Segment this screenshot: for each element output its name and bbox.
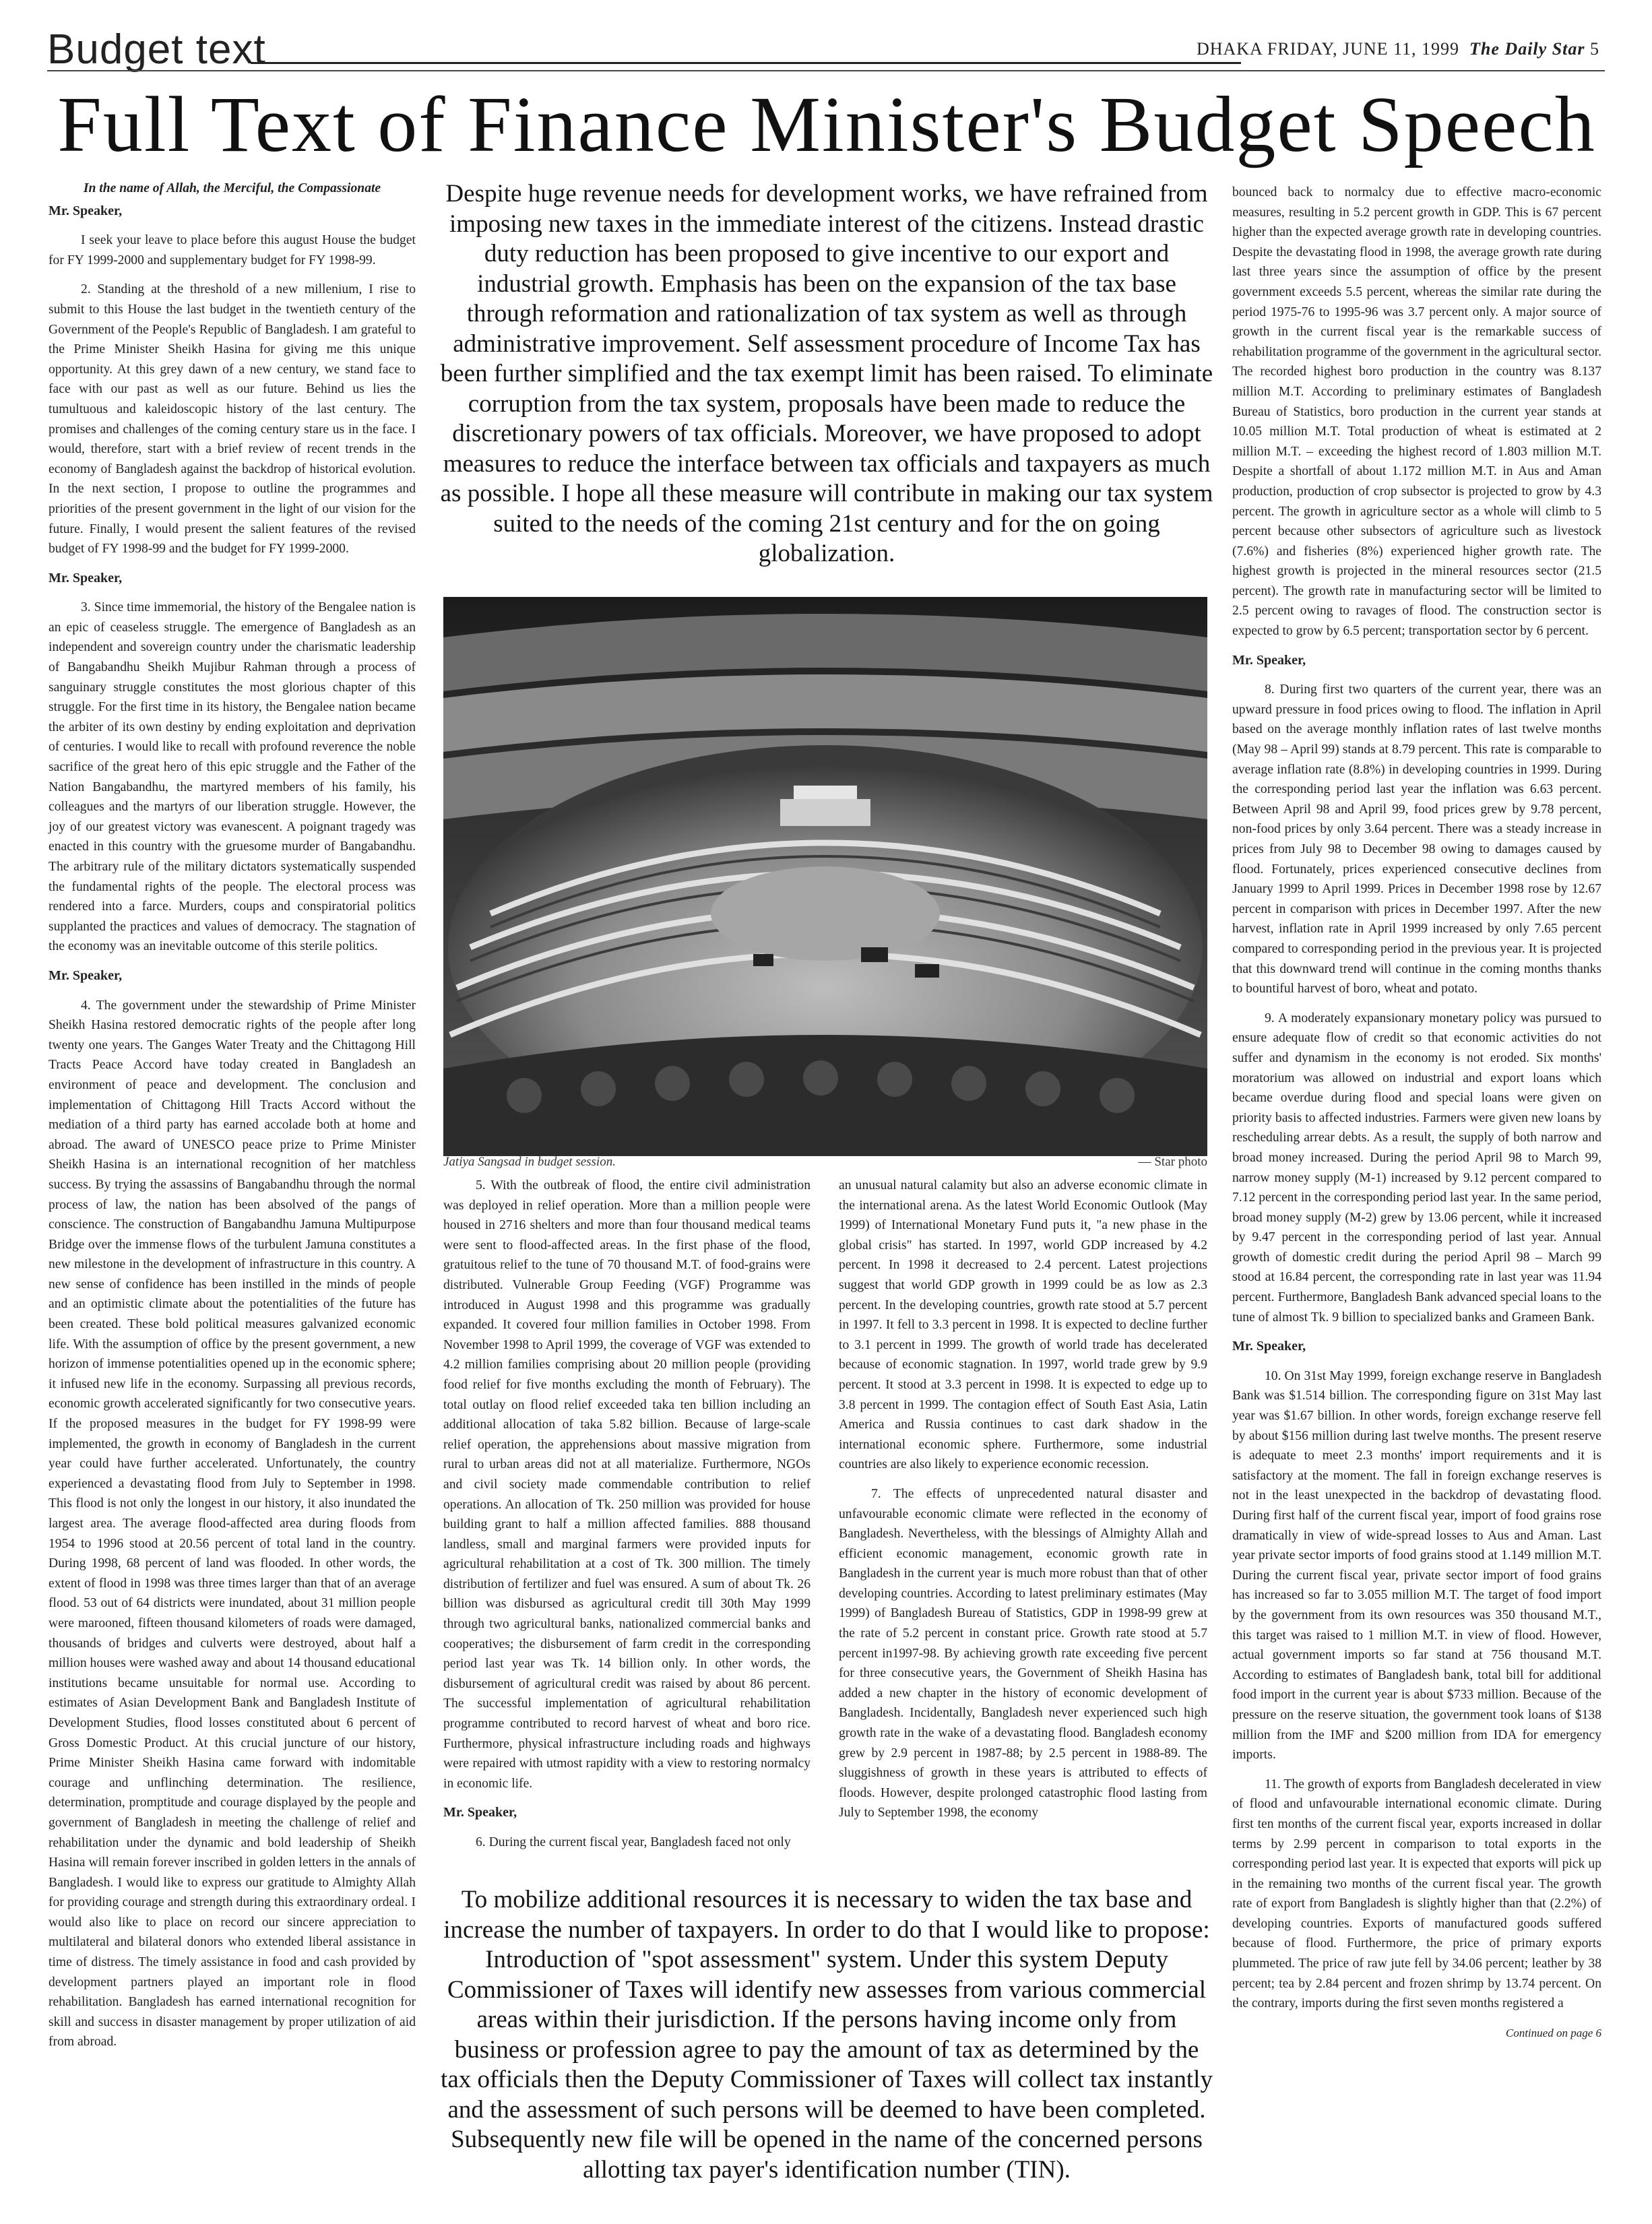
- section-rule: [251, 62, 1241, 64]
- dateline-text: DHAKA FRIDAY, JUNE 11, 1999: [1196, 39, 1460, 59]
- pull-quote-bottom: To mobilize additional resources it is necessary to widen the tax base and increase the number of taxpayers. In order to do that I would like to propose: Introduction of "spot assessment" system. Under this system Deputy Commissioner of Taxes will identify new assesses from various commercial areas within their jurisdiction. If the persons having income only from business or profession agree to pay the amount of tax as determined by the tax officials then the Deputy Commissioner of Taxes will collect tax instantly and the assessment of such persons will be deemed to have been completed. Subsequently new file will be opened in the name of the concerned persons allotting tax payer's identification number (TIN).: [441, 1886, 1213, 2184]
- speaker-heading: Mr. Speaker,: [1232, 652, 1306, 668]
- paragraph: 10. On 31st May 1999, foreign exchange reserve in Bangladesh Bank was $1.514 billion. The corresponding figure on 31st May last year was $1.67 billion. In other words, foreign exchange reserve fell by about $156 million during last twelve months. The present reserve is adequate to meet 2.3 months' import requirements and it is satisfactory at the moment. The fall in foreign exchange reserves is not in the least unexpected in the backdrop of devastating flood. During first half of the current fiscal year, import of food grains rose dramatically in view of wide-spread losses to Aus and Aman. Last year private sector imports of food grains stood at 1.149 million M.T. During the current fiscal year, private sector import of food grains has increased so far to 3.055 million M.T. The target of food import by the government from its own resources was 350 thousand M.T., this target was raised to 1 million M.T. in view of flood. However, actual government imports so far stand at 756 thousand M.T. According to estimates of Bangladesh bank, total bill for additional food import in the current year is about $733 million. Because of the pressure on the reserve situation, the government took loans of $138 million from the IMF and $200 million from IDA for emergency imports.: [1232, 1368, 1601, 1762]
- paragraph: 3. Since time immemorial, the history of the Bengalee nation is an epic of ceaseless struggle. The emergence of Bangladesh as an independent and sovereign country under the charismatic leadership of Bangabandhu Sheikh Mujibur Rahman through a process of sanguinary struggle constitutes the most glorious chapter of this struggle. For the first time in its history, the Bengalee nation became the arbiter of its own destiny by ending exploitation and deprivation of centuries. I would like to recall with profound reverence the noble sacrifice of the great hero of this epic struggle and the Father of the Nation Bangabandhu, the martyred members of his family, his colleagues and the martyrs of our liberation struggle. However, the joy of our greatest victory was evanescent. A poignant tragedy was enacted in this country with the gruesome murder of Bangabandhu. The arbitrary rule of the military dictators systematically suspended the fundamental rights of the people. The electoral process was rendered into a farce. Murders, coups and conspiratorial politics supplanted the practices and values of democracy. The stagnation of the economy was an inevitable outcome of this sterile politics.: [49, 600, 416, 954]
- paragraph: 8. During first two quarters of the current year, there was an upward pressure in food prices owing to flood. The inflation in April based on the average monthly inflation rates of last twelve months (May 98 – April 99) stands at 8.79 percent. This rate is comparable to average inflation rate (8.8%) in developing countries in 1999. During the corresponding period last year the inflation was 6.63 percent. Between April 98 and April 99, food prices grew by 9.78 percent, non-food prices by only 3.64 percent. There was a steady increase in prices from July 98 to December 98 owing to damages caused by flood. Fortunately, prices experienced consecutive declines from January 1999 to April 1999. Prices in December 1998 rose by 12.67 percent in comparison with prices in December 1997. After the new harvest, inflation rate in April 1999 increased by only 7.65 percent compared to corresponding period in the previous year. It is projected that this downward trend will continue in the coming months thanks to bountiful harvest of boro, wheat and potato.: [1232, 682, 1601, 996]
- headline: Full Text of Finance Minister's Budget Speech: [57, 80, 1596, 168]
- middle-left-column: [443, 1176, 811, 1862]
- paragraph: an unusual natural calamity but also an adverse economic climate in the international arena. As the latest World Economic Outlook (May 1999) of International Monetary Fund puts it, "a new phase in the global crisis" has started. In 1997, world GDP increased by 4.2 percent. In 1998 it decreased to 2.4 percent. Latest projections suggest that world GDP growth in 1999 could be as low as 2.3 percent. In the developing countries, growth rate stood at 5.7 percent in 1997. It fell to 3.3 percent in 1998. It is expected to decline further to 3.1 percent in 1999. The growth of world trade has decelerated because of economic stagnation. In 1997, world trade grew by 9.9 percent. It stood at 3.3 percent in 1998. It is expected to edge up to 3.8 percent in 1999. The contagion effect of South East Asia, Latin America and Russia continues to cast dark shadow in the international economic sphere. Furthermore, some industrial countries are also likely to experience economic recession.: [839, 1178, 1207, 1472]
- caption-text: Jatiya Sangsad in budget session.: [443, 1155, 616, 1169]
- paragraph: I seek your leave to place before this august House the budget for FY 1999-2000 and supplementary budget for FY 1998-99.: [49, 233, 416, 267]
- paragraph: 4. The government under the stewardship of Prime Minister Sheikh Hasina restored democratic rights of the people after long twenty one years. The Ganges Water Treaty and the Chittagong Hill Tracts Peace Accord have today created in Bangladesh an environment of peace and development. The conclusion and implementation of Chittagong Hill Tracts Accord without the mediation of a third party has earned accolade both at home and abroad. The award of UNESCO peace prize to Prime Minister Sheikh Hasina is an international recognition of her matchless success. By trying the assassins of Bangabandhu through the normal process of law, the nation has been absolved of the pangs of conscience. The construction of Bangabandhu Jamuna Multipurpose Bridge over the immense flows of the turbulent Jamuna constitutes a new milestone in the development of infrastructure in this country. A new sense of confidence has been instilled in the minds of people and an optimistic climate about the potentialities of the future has been created. These bold political measures galvanized economic life. With the assumption of office by the present government, a new horizon of immense potentialities opened up in the economic sphere; it infused new life in the economy. Surpassing all previous records, economic growth accelerated significantly for two consecutive years. If the proposed measures in the budget for FY 1998-99 were implemented, the growth in economy of Bangladesh in the current year could have further accelerated. Unfortunately, the country experienced a devastating flood from July to September in 1998. This flood is not only the longest in our history, it also inundated the largest area. The average flood-affected area during floods from 1954 to 1996 stood at 20.56 percent of total land in the country. During 1998, 68 percent of land was flooded. In other words, the extent of flood in 1998 was three times larger than that of an average flood. 53 out of 64 districts were inundated, about 31 million people were marooned, fifteen thousand kilometers of roads were damaged, thousands of bridges and culverts were destroyed, about half a million houses were washed away and about 14 thousand educational institutions became unsuitable for normal use. According to estimates of Asian Development Bank and Bangladesh Institute of Development Studies, flood losses constituted about 6 percent of Gross Domestic Product. At this crucial juncture of our history, Prime Minister Sheikh Hasina came forward with indomitable courage and unflinching determination. The resilience, determination, promptitude and courage displayed by the people and government of Bangladesh in meeting the challenge of relief and rehabilitation under the dynamic and bold leadership of Sheikh Hasina will remain forever inscribed in golden letters in the annals of Bangladesh. I would like to express our gratitude to Almighty Allah for providing courage and strength during this extraordinary ordeal. I would also like to place on record our sincere appreciation to multilateral and bilateral donors who extended liberal assistance in time of distress. The timely assistance in food and cash provided by development partners played an important role in flood rehabilitation. Bangladesh has earned international recognition for skill and success in disaster management by proper utilization of aid from abroad.: [49, 998, 416, 2050]
- speaker-heading: Mr. Speaker,: [49, 570, 123, 585]
- dateline: [1197, 39, 1599, 59]
- top-rule: [47, 70, 1605, 71]
- paragraph: bounced back to normalcy due to effective macro-economic measures, resulting in 5.2 percent growth in GDP. This is 67 percent higher than the expected average growth rate in developing countries. Despite the devastating flood in 1998, the average growth rate during last three years since the assumption of office by the present government exceeds 5.5 percent, whereas the similar rate during the period 1975-76 to 1995-96 was 3.7 percent only. A major source of growth in the current fiscal year is the remarkable success of rehabilitation programme of the government in the agricultural sector. The recorded highest boro production in the country was 8.137 million M.T. According to preliminary estimates of Bangladesh Bureau of Statistics, boro production in the current year stands at 10.05 million M.T. Total production of wheat is estimated at 2 million M.T. – exceeding the highest record of 1.803 million M.T. Despite a shortfall of about 1.172 million M.T. in Aus and Aman production, production of crop subsector is projected to grow by 4.3 percent. The growth in agriculture sector as a whole will climb to 5 percent because other subsectors of agriculture such as livestock (7.6%) and fisheries (8%) experienced higher growth rate. The highest growth is projected in the mineral resources sector (21.5 percent). The growth rate in manufacturing sector will be limited to 2.5 percent owing to ravages of flood. The construction sector is expected to grow by 6.5 percent; transportation sector by 6 percent.: [1232, 185, 1601, 639]
- paragraph: 5. With the outbreak of flood, the entire civil administration was deployed in relief operation. More than a million people were housed in 2716 shelters and more than four thousand medical teams were sent to flood-affected areas. In the first phase of the flood, gratuitous relief to the tune of 70 thousand M.T. of food-grains were distributed. Vulnerable Group Feeding (VGF) Programme was introduced in August 1998 and this programme was gradually expanded. It covered four million families in October 1998. From November 1998 to April 1999, the coverage of VGF was extended to 4.2 million families comprising about 20 million people (providing food relief for five months excluding the month of February). The total outlay on flood relief exceeded taka ten billion including an additional allocation of taka 5.82 billion. Because of large-scale relief operation, the apprehensions about massive migration from rural to urban areas did not at all materialize. Furthermore, NGOs and civil society made commendable contribution to relief operations. An allocation of Tk. 250 million was provided for house building grant to half a million affected families. 888 thousand landless, small and marginal farmers were provided inputs for agricultural rehabilitation at a cost of Tk. 300 million. The timely distribution of fertilizer and fuel was ensured. A sum of about Tk. 26 billion was disbursed as agricultural credit till 30th May 1999 through two agricultural banks, nationalized commercial banks and cooperatives; the disbursement of farm credit in the corresponding period last year was Tk. 14 billion only. In other words, the disbursement of agricultural credit was raised by about 86 percent. The successful implementation of agricultural rehabilitation programme contributed to record harvest of wheat and boro rice. Furthermore, physical infrastructure including roads and highways were repaired with utmost rapidity with a view to restoring normalcy in economic life.: [443, 1178, 811, 1791]
- pull-quote-top: Despite huge revenue needs for development works, we have refrained from imposing new taxes in the immediate interest of the citizens. Instead drastic duty reduction has been proposed to give incentive to our export and industrial growth. Emphasis has been on the expansion of the tax base through reformation and rationalization of tax system as well as through administrative improvement. Self assessment procedure of Income Tax has been further simplified and the tax exempt limit has been raised. To eliminate corruption from the tax system, proposals have been made to reduce the discretionary powers of tax officials. Moreover, we have proposed to adopt measures to reduce the interface between tax officials and taxpayers as much as possible. I hope all these measure will contribute in making our tax system suited to the needs of the coming 21st century and for the on going globalization.: [440, 180, 1213, 567]
- invocation: In the name of Allah, the Merciful, the Compassionate: [83, 181, 381, 195]
- speaker-heading: Mr. Speaker,: [1232, 1339, 1306, 1354]
- paper-name: The Daily Star: [1469, 39, 1585, 59]
- paragraph: 9. A moderately expansionary monetary policy was pursued to ensure adequate flow of credit so that economic activities do not suffer and dynamism in the economy is not eroded. Six months' moratorium was allowed on industrial and export loans which became overdue during flood and special loans were given on priority basis to affected industries. Farmers were given new loans by rescheduling arrear debts. As a result, the supply of both narrow and broad money increased. During the period April 98 to March 99, narrow money supply (M-1) increased by 9.12 percent compared to 7.12 percent in the corresponding period last year. In the same period, broad money supply (M-2) grew by 13.06 percent, while it increased by 9.47 percent in the corresponding period of last year. Annual growth of domestic credit during the period April 98 – March 99 stood at 16.84 percent, the corresponding rate in last year was 11.94 percent. Furthermore, Bangladesh Bank advanced special loans to the tune of almost Tk. 9 billion to specialized banks and Grameen Bank.: [1232, 1011, 1601, 1325]
- speaker-heading: Mr. Speaker,: [49, 967, 123, 983]
- photo-credit: — Star photo: [1138, 1155, 1207, 1169]
- paragraph: 6. During the current fiscal year, Bangladesh faced not only: [476, 1835, 791, 1849]
- section-label: Budget text: [47, 26, 266, 73]
- paragraph: 11. The growth of exports from Bangladesh decelerated in view of flood and unfavourable international economic climate. During first ten months of the current fiscal year, exports increased in dollar terms by 2.99 percent in comparison to total exports in the corresponding period last year. It is expected that exports will pick up in the remaining two months of the current fiscal year. The growth rate of export from Bangladesh is slightly higher than that (2.2%) of developing countries. Exports of manufactured goods suffered because of flood. Furthermore, the price of primary exports plummeted. The price of raw jute fell by 34.06 percent; leather by 38 percent; tea by 2.84 percent and frozen shrimp by 13.74 percent. On the contrary, imports during the first seven months registered a: [1232, 1777, 1601, 2011]
- right-column: [1232, 183, 1601, 2043]
- parliament-photo: [443, 597, 1207, 1156]
- speaker-heading: Mr. Speaker,: [49, 203, 123, 218]
- paragraph: 2. Standing at the threshold of a new millenium, I rise to submit to this House the last budget in the twentieth century of the Government of the People's Republic of Bangladesh. I am grateful to the Prime Minister Sheikh Hasina for giving me this unique opportunity. At this grey dawn of a new century, we stand face to face with our past as well as our future. Behind us lies the tumultuous and kaleidoscopic history of the last century. The promises and challenges of the coming century stare us in the face. I would, therefore, start with a brief review of recent trends in the economy of Bangladesh against the backdrop of historical evolution. In the next section, I propose to outline the programmes and priorities of the present government in the light of our vision for the future. Finally, I would present the salient features of the revised budget of FY 1998-99 and the budget for FY 1999-2000.: [49, 282, 416, 557]
- left-column: [49, 179, 416, 2062]
- middle-right-column: [839, 1176, 1207, 1833]
- speaker-heading: Mr. Speaker,: [443, 1805, 517, 1820]
- continued-note: Continued on page 6: [1505, 2026, 1601, 2039]
- page-number: 5: [1590, 39, 1599, 59]
- paragraph: 7. The effects of unprecedented natural disaster and unfavourable economic climate were reflected in the economy of Bangladesh. Nevertheless, with the blessings of Almighty Allah and efficient economic management, economic growth rate in Bangladesh in the current year is much more robust than that of other developing countries. According to latest preliminary estimates (May 1999) of Bangladesh Bureau of Statistics, GDP in 1998-99 grew at the rate of 5.2 percent in constant price. Growth rate stood at 5.7 percent in1997-98. By achieving growth rate exceeding five percent for three consecutive years, the Government of Sheikh Hasina has added a new chapter in the history of economic development of Bangladesh. Incidentally, Bangladesh never experienced such high growth rate in the wake of a devastating flood. Bangladesh economy grew by 2.9 percent in 1987-88; by 2.5 percent in 1988-89. The sluggishness of growth in these years is attributed to effects of floods. However, despite prolonged catastrophic flood lasting from July to September 1998, the economy: [839, 1486, 1207, 1820]
